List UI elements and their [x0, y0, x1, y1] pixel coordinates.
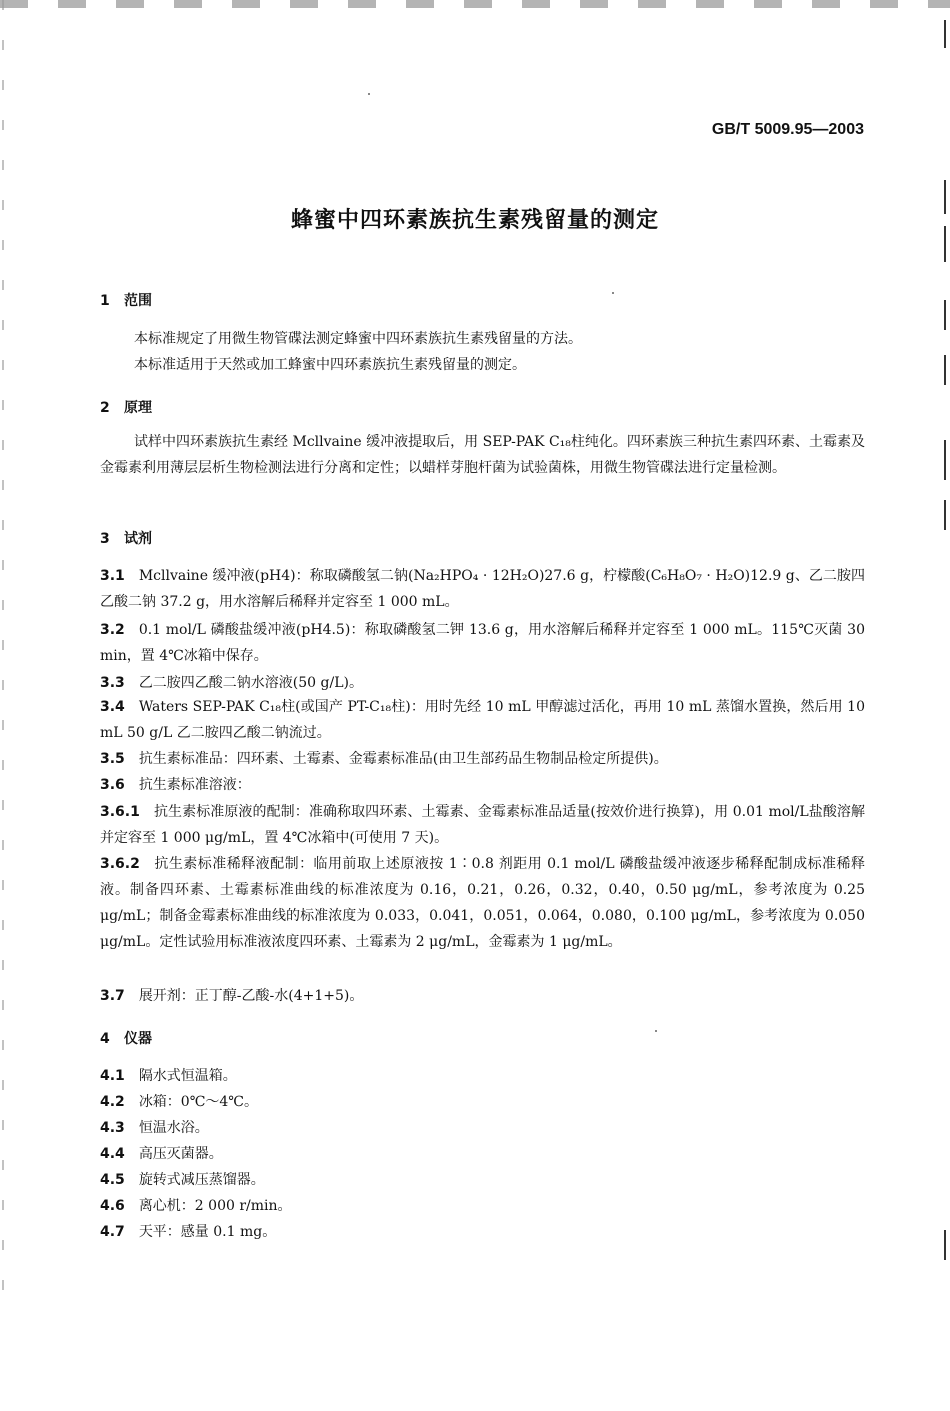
item-number: 3.2 [100, 622, 125, 638]
section-number: 3 [100, 531, 110, 547]
item-number: 3.6.2 [100, 856, 140, 872]
section-2-heading [100, 397, 152, 417]
item-number: 3.6.1 [100, 804, 140, 820]
list-item [100, 1193, 865, 1219]
list-item [100, 1063, 865, 1089]
section-number: 4 [100, 1031, 110, 1047]
item-text: 离心机：2 000 r/min。 [138, 1198, 292, 1214]
list-item [100, 694, 865, 746]
document-title: 蜂蜜中四环素族抗生素残留量的测定 [290, 208, 659, 233]
item-text: 恒温水浴。 [138, 1120, 209, 1136]
scan-speck [612, 292, 614, 294]
section-4-heading [100, 1028, 152, 1048]
list-item [100, 1141, 865, 1167]
list-item [100, 772, 865, 798]
item-number: 3.1 [100, 568, 125, 584]
item-number: 4.1 [100, 1068, 125, 1084]
paragraph: 本标准适用于天然或加工蜂蜜中四环素族抗生素残留量的测定。 [134, 357, 526, 373]
section-number: 2 [100, 400, 110, 416]
scan-edge-left [2, 0, 4, 1300]
item-text: 抗生素标准品：四环素、土霉素、金霉素标准品(由卫生部药品生物制品检定所提供)。 [138, 751, 668, 767]
list-item [100, 1167, 865, 1193]
item-number: 3.4 [100, 699, 125, 715]
item-text: 展开剂：正丁醇-乙酸-水(4+1+5)。 [138, 988, 364, 1004]
scan-speck [655, 1030, 657, 1032]
item-number: 4.6 [100, 1198, 125, 1214]
list-item [100, 799, 865, 851]
list-item [100, 746, 865, 772]
item-text: 天平：感量 0.1 mg。 [138, 1224, 277, 1240]
scan-speck [368, 93, 370, 95]
section-title: 试剂 [124, 531, 152, 547]
section-title: 原理 [124, 400, 152, 416]
item-text: 高压灭菌器。 [138, 1146, 223, 1162]
list-item [100, 617, 865, 669]
item-text: 0.1 mol/L 磷酸盐缓冲液(pH4.5)：称取磷酸氢二钾 13.6 g，用水溶解后稀释并定容至 1 000 mL。115℃灭菌 30 min，置 4℃冰箱中保存。 [100, 622, 865, 664]
item-number: 4.3 [100, 1120, 125, 1136]
item-text: 乙二胺四乙酸二钠水溶液(50 g/L)。 [138, 675, 363, 691]
item-text: 抗生素标准溶液： [138, 777, 251, 793]
item-number: 3.3 [100, 675, 125, 691]
scan-edge-right [944, 440, 946, 480]
item-text: Mcllvaine 缓冲液(pH4)：称取磷酸氢二钠(Na₂HPO₄ · 12H₂O)27.6 g，柠檬酸(C₆H₈O₇ · H₂O)12.9 g、乙二胺四乙酸二钠 37.2 g，用水溶解后稀释并定容至 1 000 mL。 [100, 568, 865, 610]
section-title: 仪器 [124, 1031, 152, 1047]
item-text: 冰箱：0℃～4℃。 [138, 1094, 258, 1110]
item-text: 旋转式减压蒸馏器。 [138, 1172, 265, 1188]
list-item [100, 670, 865, 696]
list-item [100, 1219, 865, 1245]
list-item [100, 1089, 865, 1115]
list-item [100, 983, 865, 1009]
item-number: 4.5 [100, 1172, 125, 1188]
list-item [100, 851, 865, 955]
scan-edge-right [944, 500, 946, 530]
item-number: 4.7 [100, 1224, 125, 1240]
section-number: 1 [100, 293, 110, 309]
paragraph: 试样中四环素族抗生素经 Mcllvaine 缓冲液提取后，用 SEP-PAK C₁₈柱纯化。四环素族三种抗生素四环素、土霉素及金霉素利用薄层层析生物检测法进行分离和定性；以蜡样芽胞杆菌为试验菌株，用微生物管碟法进行定量检测。 [100, 434, 865, 476]
scan-edge-right [944, 355, 946, 385]
section-3-heading [100, 528, 152, 548]
list-item [100, 1115, 865, 1141]
section-1-heading [100, 290, 152, 310]
scan-edge-right [944, 1230, 946, 1260]
item-number: 3.5 [100, 751, 125, 767]
item-number: 3.6 [100, 777, 125, 793]
item-number: 4.4 [100, 1146, 125, 1162]
item-number: 4.2 [100, 1094, 125, 1110]
scan-edge-right [944, 300, 946, 330]
item-text: 抗生素标准原液的配制：准确称取四环素、土霉素、金霉素标准品适量(按效价进行换算)，用 0.01 mol/L盐酸溶解并定容至 1 000 μg/mL，置 4℃冰箱中(可使用 7 天)。 [100, 804, 865, 846]
list-item [100, 563, 865, 615]
paragraph: 本标准规定了用微生物管碟法测定蜂蜜中四环素族抗生素残留量的方法。 [134, 331, 582, 347]
section-title: 范围 [124, 293, 152, 309]
item-text: 抗生素标准稀释液配制：临用前取上述原液按 1∶0.8 剂距用 0.1 mol/L 磷酸盐缓冲液逐步稀释配制成标准稀释液。制备四环素、土霉素标准曲线的标准浓度为 0.16，0.21，0.26，0.32，0.40，0.50 μg/mL，参考浓度为 0.25 μg/mL；制备金霉素标准曲线的标准浓度为 0.033，0.041，0.051，0.064，0.080，0.100 μg/mL，参考浓度为 0.050 μg/mL。定性试验用标准液浓度四环素、土霉素为 2 μg/mL，金霉素为 1 μg/mL。 [100, 856, 865, 950]
item-number: 3.7 [100, 988, 125, 1004]
item-text: Waters SEP-PAK C₁₈柱(或国产 PT-C₁₈柱)：用时先经 10 mL 甲醇滤过活化，再用 10 mL 蒸馏水置换，然后用 10 mL 50 g/L 乙二胺四乙酸二钠流过。 [100, 699, 865, 741]
standard-code: GB/T 5009.95—2003 [711, 121, 864, 138]
item-text: 隔水式恒温箱。 [138, 1068, 237, 1084]
scan-edge-top [0, 0, 950, 8]
scan-edge-right [944, 20, 946, 48]
